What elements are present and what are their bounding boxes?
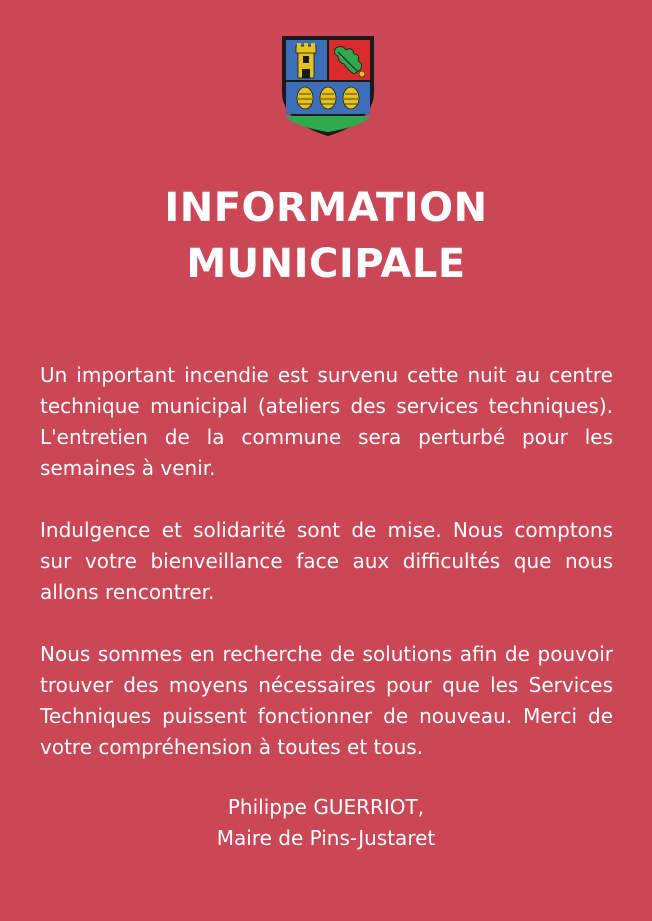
title-line-1: INFORMATION xyxy=(164,185,488,231)
paragraph-solidarity: Indulgence et solidarité sont de mise. Nous comptons sur votre bienveillance face aux difficultés que nous allons rencontrer. xyxy=(40,518,613,604)
signature-block xyxy=(0,792,652,854)
paragraph-incident: Un important incendie est survenu cette nuit au centre technique municipal (ateliers des services techniques). L'entretien de la commune sera perturbé pour les semaines à venir. xyxy=(40,363,613,480)
municipal-coat-of-arms-icon xyxy=(280,34,376,138)
page-title xyxy=(0,180,652,292)
announcement-body xyxy=(40,360,613,763)
signature-name: Philippe GUERRIOT, xyxy=(227,795,425,819)
signature-role: Maire de Pins-Justaret xyxy=(216,826,436,850)
title-line-2: MUNICIPALE xyxy=(186,241,466,287)
paragraph-solutions: Nous sommes en recherche de solutions afin de pouvoir trouver des moyens nécessaires pour que les Services Techniques puissent fonctionner de nouveau. Merci de votre compréhension à toutes et tous. xyxy=(40,642,613,759)
